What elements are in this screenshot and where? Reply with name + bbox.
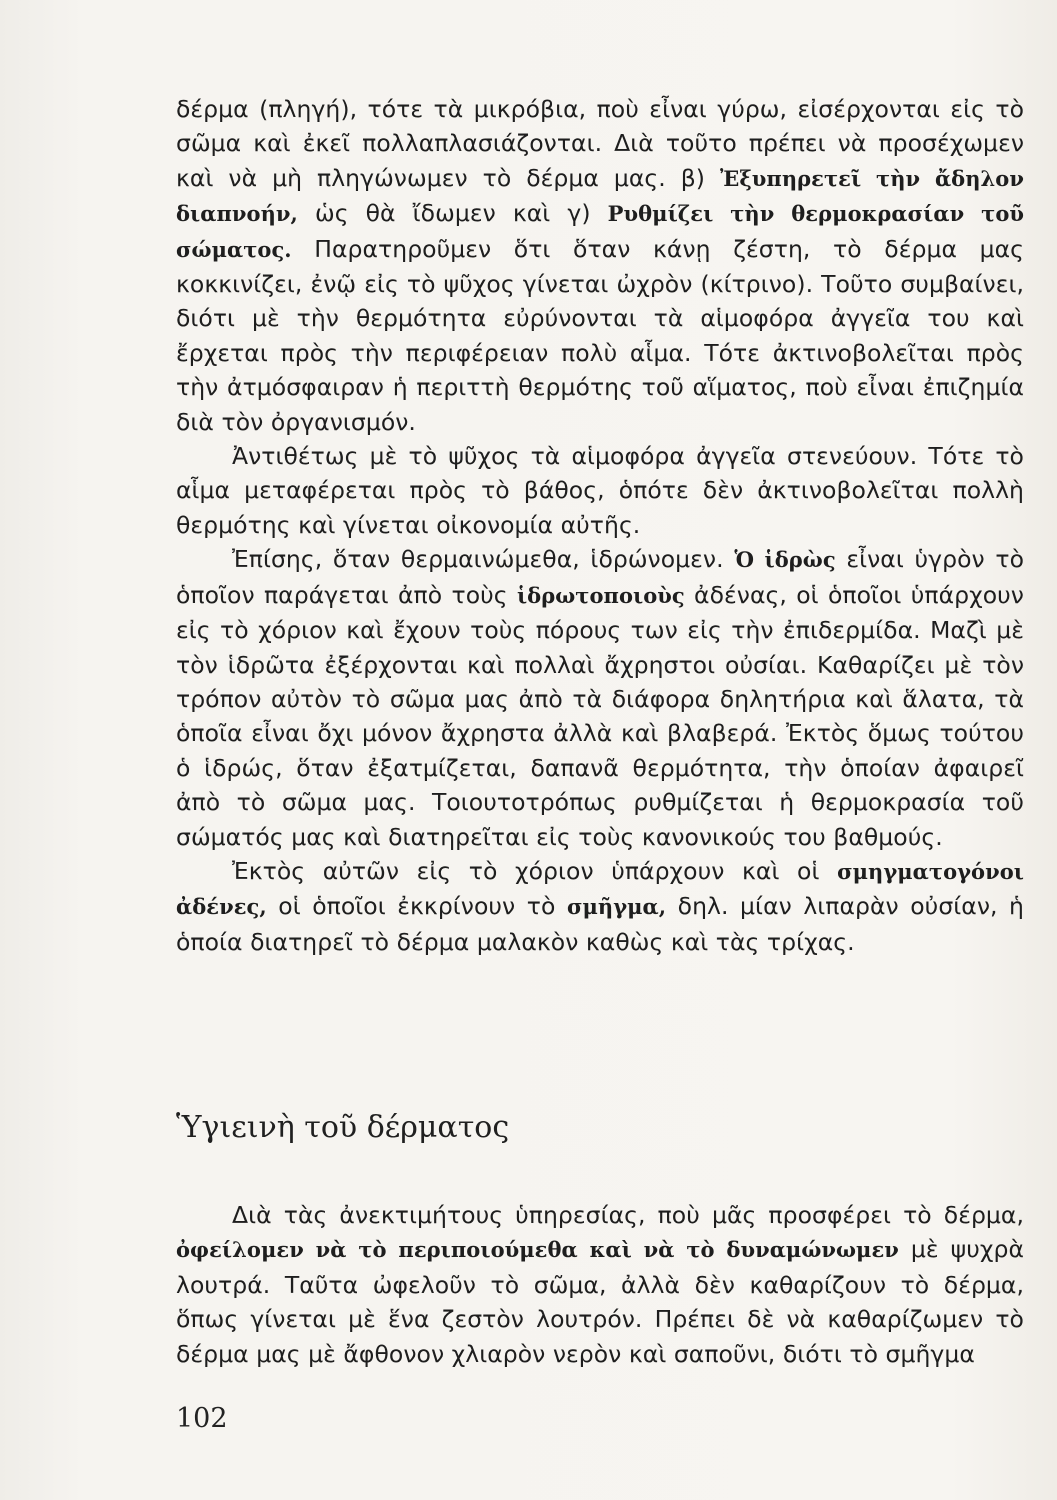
- body-text: [176, 92, 1024, 959]
- bold-term: σμῆγμα,: [566, 894, 667, 920]
- bold-term: ἱδρωτοποιοὺς: [516, 582, 685, 608]
- text-run: δέρμα (πληγή), τότε τὰ μικρόβια, ποὺ εἶναι γύρω, εἰσέρχονται εἰς τὸ σῶμα καὶ ἐκεῖ πολλαπλασιάζονται. Διὰ τοῦτο πρέπει νὰ προσέχωμεν καὶ νὰ μὴ πληγώνωμεν τὸ δέρμα μας. β): [176, 95, 1024, 192]
- bold-term: Ὁ ἱδρὼς: [734, 547, 836, 573]
- paragraph: [176, 1198, 1024, 1371]
- text-run: Παρατηροῦμεν ὅτι ὅταν κάνῃ ζέστη, τὸ δέρμα μας κοκκινίζει, ἐνῷ εἰς τὸ ψῦχος γίνεται ὠχρὸν (κίτρινο). Τοῦτο συμβαίνει, διότι μὲ τὴν θερμότητα εὐρύνονται τὰ αἱμοφόρα ἀγγεῖα του καὶ ἔρχεται πρὸς τὴν περιφέρειαν πολὺ αἷμα. Τότε ἀκτινοβολεῖται πρὸς τὴν ἀτμόσφαιραν ἡ περιττὴ θερμότης τοῦ αἵματος, ποὺ εἶναι ἐπιζημία διὰ τὸν ὀργανισμόν.: [176, 234, 1024, 436]
- text-run: Ἐπίσης, ὅταν θερμαινώμεθα, ἱδρώνομεν.: [232, 545, 735, 574]
- bold-term: Ρυθμίζει τὴν θερμοκρασίαν τοῦ σώματος.: [176, 201, 1024, 262]
- text-run: Ἀντιθέτως μὲ τὸ ψῦχος τὰ αἱμοφόρα ἀγγεῖα στενεύουν. Τότε τὸ αἷμα μεταφέρεται πρὸς τὸ βάθος, ὁπότε δὲν ἀκτινοβολεῖται πολλὴ θερμότης καὶ γίνεται οἰκονομία αὐτῆς.: [176, 442, 1024, 539]
- section-heading: Ὑγιεινὴ τοῦ δέρματος: [176, 1110, 510, 1145]
- hygiene-text: [176, 1198, 1024, 1371]
- page-number: 102: [176, 1403, 228, 1434]
- text-run: ὡς θὰ ἴδωμεν καὶ γ): [297, 199, 608, 228]
- text-run: Ἐκτὸς αὐτῶν εἰς τὸ χόριον ὑπάρχουν καὶ οἱ: [232, 856, 838, 885]
- paragraph: [176, 854, 1024, 959]
- paragraph: [176, 542, 1024, 854]
- text-run: δηλ. μίαν λιπαρὰν οὐσίαν, ἡ ὁποία διατηρεῖ τὸ δέρμα μαλακὸν καθὼς καὶ τὰς τρίχας.: [176, 892, 1024, 956]
- bold-term: Ἐξυπηρετεῖ τὴν ἄδηλον διαπνοήν,: [176, 165, 1024, 227]
- text-run: οἱ ὁποῖοι ἐκκρίνουν τὸ: [266, 892, 567, 921]
- paragraph: [176, 439, 1024, 542]
- text-run: εἶναι ὑγρὸν τὸ ὁποῖον παράγεται ἀπὸ τοὺς: [176, 545, 1025, 609]
- text-run: ἀδένας, οἱ ὁποῖοι ὑπάρχουν εἰς τὸ χόριον καὶ ἔχουν τοὺς πόρους των εἰς τὴν ἐπιδερμίδα. Μαζὶ μὲ τὸν ἱδρῶτα ἐξέρχονται καὶ πολλαὶ ἄχρηστοι οὐσίαι. Καθαρίζει μὲ τὸν τρόπον αὐτὸν τὸ σῶμα μας ἀπὸ τὰ διάφορα δηλητήρια καὶ ἅλατα, τὰ ὁποῖα εἶναι ὄχι μόνον ἄχρηστα ἀλλὰ καὶ βλαβερά. Ἐκτὸς ὅμως τούτου ὁ ἱδρώς, ὅταν ἐξατμίζεται, δαπανᾶ θερμότητα, τὴν ὁποίαν ἀφαιρεῖ ἀπὸ τὸ σῶμα μας. Τοιουτοτρόπως ρυθμίζεται ἡ θερμοκρασία τοῦ σώματός μας καὶ διατηρεῖται εἰς τοὺς κανονικούς του βαθμούς.: [176, 580, 1024, 851]
- text-run: Διὰ τὰς ἀνεκτιμήτους ὑπηρεσίας, ποὺ μᾶς προσφέρει τὸ δέρμα,: [232, 1201, 1024, 1229]
- text-run: μὲ ψυχρὰ λουτρά. Ταῦτα ὠφελοῦν τὸ σῶμα, ἀλλὰ δὲν καθαρίζουν τὸ δέρμα, ὅπως γίνεται μὲ ἕνα ζεστὸν λουτρόν. Πρέπει δὲ νὰ καθαρίζωμεν τὸ δέρμα μας μὲ ἄφθονον χλιαρὸν νερὸν καὶ σαποῦνι, διότι τὸ σμῆγμα: [176, 1235, 1024, 1368]
- paragraph: [176, 92, 1024, 439]
- bold-term: σμηγματογόνοι ἀδένες,: [176, 858, 1024, 920]
- bold-term: ὀφείλομεν νὰ τὸ περιποιούμεθα καὶ νὰ τὸ δυναμώνωμεν: [176, 1237, 899, 1263]
